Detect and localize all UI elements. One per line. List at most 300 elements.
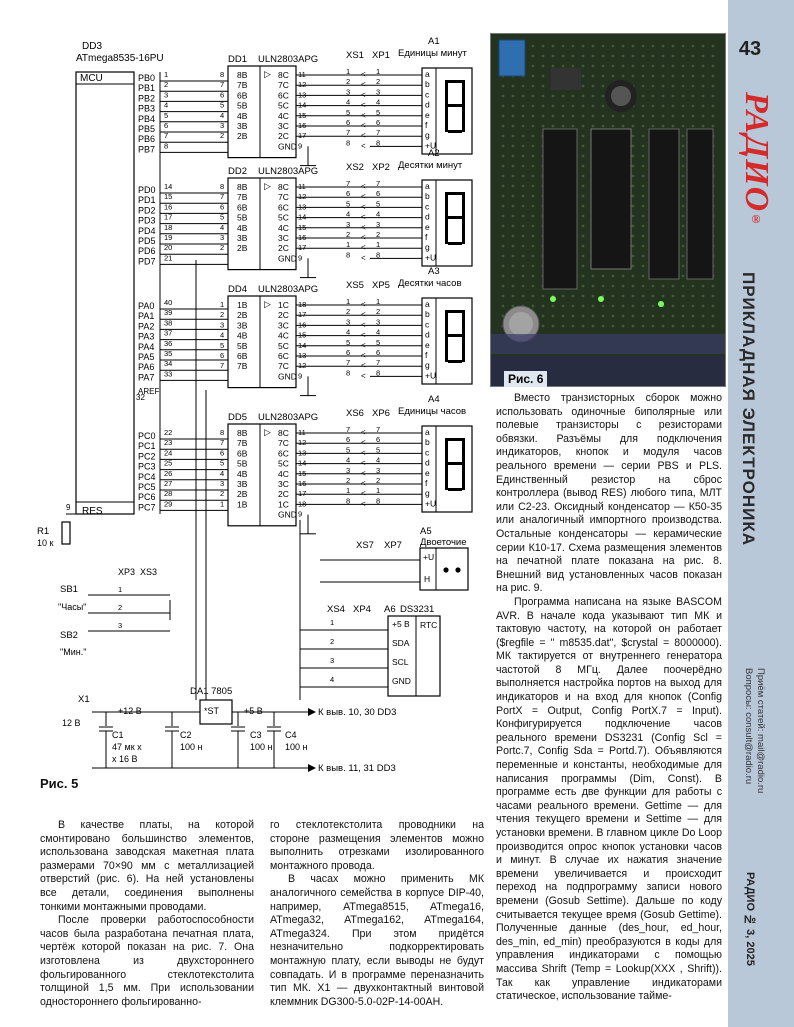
board-hole (642, 55, 645, 58)
sb1-ref: SB1 (60, 584, 78, 595)
board-hole (672, 315, 675, 318)
board-hole (692, 325, 695, 328)
display-ref: A3 (428, 266, 440, 277)
board-hole (602, 95, 605, 98)
connector-pin-xs: 1 (346, 297, 351, 306)
connector-pin-xs: 7 (346, 179, 351, 188)
segment-label: f (425, 350, 428, 360)
connector-arrow: < (361, 489, 366, 499)
board-hole (712, 305, 715, 308)
board-hole (682, 225, 685, 228)
port-pin-number: 28 (164, 489, 173, 499)
driver-output-pin: 16 (298, 233, 307, 242)
segment-label: f (425, 478, 428, 488)
connector-pin-xs: 5 (346, 337, 351, 347)
c4-value: 100 н (285, 742, 308, 752)
driver-output-pin: 13 (298, 351, 307, 360)
board-hole (532, 285, 535, 288)
driver-input-pin: 5 (220, 340, 225, 350)
board-hole (592, 65, 595, 68)
board-hole (582, 165, 585, 168)
board-hole (652, 85, 655, 88)
board-hole (522, 275, 525, 278)
port-pin-label: PB7 (138, 144, 156, 155)
segment-label: b (425, 309, 430, 320)
connector-pin-xs: 2 (346, 77, 351, 87)
board-hole (682, 105, 685, 108)
driver-input-label: 3B (237, 233, 248, 243)
driver-output-pin: 11 (298, 182, 306, 191)
board-hole (552, 55, 555, 58)
contact-submissions: Приём статей: mail@radio.ru (755, 668, 766, 794)
board-hole (512, 215, 515, 218)
board-hole (622, 275, 625, 278)
board-hole (622, 295, 625, 298)
xp7-ref: XP7 (384, 540, 402, 551)
board-hole (702, 295, 705, 298)
board-hole (682, 215, 685, 218)
driver-output-pin: 12 (298, 80, 307, 90)
board-hole (562, 45, 565, 48)
board-hole (512, 195, 515, 198)
board-hole (702, 315, 705, 318)
driver-output-label: 8C (278, 428, 289, 438)
board-hole (652, 105, 655, 108)
c2-ref: C2 (180, 730, 192, 740)
driver-input-pin: 6 (220, 202, 225, 212)
a5-name: Двоеточие (420, 537, 467, 548)
connector-pin-xp: 4 (376, 327, 381, 337)
board-hole (682, 245, 685, 248)
board-hole (582, 195, 585, 198)
board-hole (592, 295, 595, 298)
board-hole (602, 75, 605, 78)
connector-pin-xp: 3 (376, 465, 381, 475)
driver-output-pin: 11 (298, 70, 306, 79)
board-hole (512, 205, 515, 208)
segment-bar (462, 336, 465, 362)
segment-label: b (425, 79, 430, 90)
port-pin-number: 37 (164, 328, 173, 338)
magazine-logo (737, 92, 775, 227)
board-hole (582, 245, 585, 248)
port-pin-label: PD0 (138, 185, 156, 195)
port-pin-label: PB5 (138, 124, 156, 134)
board-hole (522, 195, 525, 198)
board-hole (682, 305, 685, 308)
board-hole (532, 105, 535, 108)
board-hole (632, 55, 635, 58)
board-hole (612, 295, 615, 298)
board-hole (682, 255, 685, 258)
board-hole (532, 245, 535, 248)
segment-label: a (425, 69, 430, 79)
board-hole (542, 305, 545, 308)
board-hole (652, 95, 655, 98)
board-hole (582, 85, 585, 88)
segment-bar (448, 130, 462, 133)
board-hole (512, 85, 515, 88)
board-hole (592, 115, 595, 118)
board-hole (632, 75, 635, 78)
connector-arrow: < (361, 330, 366, 340)
board-hole (682, 175, 685, 178)
board-hole (702, 65, 705, 68)
board-hole (502, 285, 505, 288)
driver-input-pin: 8 (220, 428, 225, 437)
board-hole (532, 295, 535, 298)
driver-output-label: 3C (278, 479, 289, 489)
board-hole (652, 325, 655, 328)
connector-pin-xs: 2 (346, 307, 351, 317)
board-hole (572, 65, 575, 68)
board-hole (712, 115, 715, 118)
connector-pin-xp: 8 (376, 250, 381, 260)
port-pin-number: 36 (164, 338, 173, 348)
board-hole (682, 145, 685, 148)
connector-pin-xs: 1 (346, 67, 351, 76)
board-hole (642, 265, 645, 268)
board-hole (612, 55, 615, 58)
rtc-pin-label: +5 В (392, 619, 410, 629)
driver-output-pin: 13 (298, 202, 307, 212)
port-pin-number: 22 (164, 428, 173, 437)
rtc-pin-label: SCL (392, 657, 409, 667)
board-hole (532, 45, 535, 48)
board-hole (632, 255, 635, 258)
driver-output-label: 3C (278, 121, 289, 131)
driver-output-pin: 16 (298, 479, 307, 488)
board-hole (562, 55, 565, 58)
driver-input-pin: 2 (220, 131, 225, 141)
board-hole (612, 115, 615, 118)
board-hole (682, 265, 685, 268)
aref-label-side: AREF (138, 387, 160, 396)
driver-input-pin: 1 (220, 300, 225, 309)
board-hole (712, 55, 715, 58)
driver-input-pin: 8 (220, 182, 225, 191)
sb2-ref: SB2 (60, 630, 78, 641)
board-hole (632, 45, 635, 48)
segment-bar (445, 192, 448, 218)
display-ref: A2 (428, 148, 440, 159)
driver-output-label: 2C (278, 489, 289, 500)
board-hole (632, 325, 635, 328)
driver-output-pin: 14 (298, 340, 307, 350)
board-hole (662, 95, 665, 98)
board-hole (662, 75, 665, 78)
board-hole (712, 65, 715, 68)
board-hole (642, 85, 645, 88)
board-hole (672, 295, 675, 298)
connector-arrow: < (361, 100, 366, 110)
board-hole (562, 95, 565, 98)
board-hole (682, 315, 685, 318)
port-pin-label: PB1 (138, 83, 156, 94)
board-hole (682, 75, 685, 78)
driver-output-pin: 17 (298, 489, 307, 499)
connector-pin-xs: 6 (346, 189, 351, 199)
aref-pin: 32 (136, 393, 145, 402)
segment-bar (445, 438, 448, 464)
board-hole (562, 315, 565, 318)
driver-input-pin: 7 (220, 361, 225, 371)
connector-pin-xs: 8 (346, 250, 351, 260)
driver-input-label: 4B (237, 330, 248, 341)
board-hole (662, 295, 665, 298)
driver-output-pin: 15 (298, 330, 307, 340)
segment-label: +U (425, 140, 437, 151)
driver-output-label: 2C (278, 310, 289, 321)
board-hole (642, 155, 645, 158)
board-hole (582, 315, 585, 318)
board-hole (512, 295, 515, 298)
port-pin-label: PA6 (138, 362, 155, 373)
board-hole (592, 315, 595, 318)
driver-input-label: 4B (237, 222, 248, 233)
board-hole (612, 45, 615, 48)
board-hole (532, 55, 535, 58)
board-hole (632, 265, 635, 268)
board-hole (672, 305, 675, 308)
driver-output-pin: 18 (298, 499, 307, 509)
button-pin: 1 (118, 585, 123, 594)
paragraph: го стеклотекстолита проводники на стороне размещения элементов можно выполнить отрезками изолированного монтажного провода. (270, 819, 484, 872)
xp4-ref: XP4 (353, 604, 371, 615)
segment-label: b (425, 191, 430, 202)
board-hole (582, 215, 585, 218)
board-hole (562, 105, 565, 108)
connector-pin-xp: 1 (376, 486, 381, 496)
board-hole (552, 65, 555, 68)
driver-input-label: 2B (237, 131, 248, 142)
board-hole (502, 95, 505, 98)
board-hole (652, 115, 655, 118)
board-hole (522, 115, 525, 118)
driver-output-pin: 17 (298, 310, 307, 320)
connector-xs-ref: XS5 (346, 280, 364, 291)
driver-output-label: 1C (278, 499, 289, 510)
driver-output-label: 6C (278, 202, 289, 213)
board-hole (652, 45, 655, 48)
port-pin-number: 7 (164, 131, 169, 141)
port-pin-number: 33 (164, 369, 173, 379)
arrow-head (308, 764, 316, 772)
board-hole (642, 285, 645, 288)
board-hole (632, 315, 635, 318)
board-hole (622, 75, 625, 78)
board-hole (642, 325, 645, 328)
board-hole (702, 105, 705, 108)
board-hole (572, 105, 575, 108)
connector-pin-xp: 6 (376, 435, 381, 445)
board-hole (672, 285, 675, 288)
driver-ref: DD4 (228, 284, 248, 295)
segment-label: f (425, 232, 428, 242)
rtc-pin-label: SDA (392, 638, 410, 648)
board-hole (642, 125, 645, 128)
board-hole (592, 55, 595, 58)
driver-input-pin: 3 (220, 121, 225, 130)
port-pin-label: PD4 (138, 225, 156, 236)
board-hole (662, 55, 665, 58)
connector-arrow: < (361, 70, 366, 79)
board-hole (502, 275, 505, 278)
board-hole (682, 135, 685, 138)
board-hole (552, 105, 555, 108)
board-hole (642, 275, 645, 278)
connector-pin-xs: 5 (346, 107, 351, 117)
mcu-ref: DD3 (82, 41, 103, 52)
driver-output-label: 3C (278, 320, 289, 331)
board-hole (522, 215, 525, 218)
driver-output-pin: 17 (298, 243, 307, 253)
board-hole (682, 55, 685, 58)
board-hole (502, 175, 505, 178)
board-hole (502, 125, 505, 128)
driver-output-label: GND (278, 253, 297, 264)
driver-output-pin: 15 (298, 468, 307, 478)
board-hole (712, 295, 715, 298)
driver-input-label: 3B (237, 479, 248, 489)
board-hole (672, 55, 675, 58)
connector-arrow: < (361, 499, 366, 509)
connector-pin-xp: 5 (376, 337, 381, 347)
board-hole (512, 145, 515, 148)
driver-output-label: 7C (278, 361, 289, 372)
board-hole (652, 125, 655, 128)
r1-body (62, 522, 70, 544)
port-pin-label: PC3 (138, 461, 156, 472)
paragraph: В часах можно применить МК аналогичного семейства в корпусе DIP-40, например, ATmega8515, ATmega16, ATmega32, ATmega162, ATmega164, ATmega324. При этом придётся незначительно подкорректировать монтажную плату, если выводы не будут совпадать. И в программе переназначить тип МК. X1 — двухконтактный винтовой клеммник DG300-5.0-02P-14-00AH. (270, 873, 484, 1008)
board-hole (612, 75, 615, 78)
board-hole (622, 315, 625, 318)
board-hole (712, 85, 715, 88)
driver-output-pin: 16 (298, 121, 307, 130)
board-hole (502, 155, 505, 158)
board-hole (582, 305, 585, 308)
port-pin-label: PD1 (138, 195, 156, 206)
port-pin-number: 17 (164, 212, 173, 222)
board-hole (662, 285, 665, 288)
rtc-label: RTC (420, 620, 438, 630)
xs3-ref: XS3 (140, 567, 158, 577)
port-pin-number: 14 (164, 182, 173, 191)
board-hole (612, 305, 615, 308)
board-hole (602, 85, 605, 88)
board-hole (512, 245, 515, 248)
port-pin-label: PD2 (138, 205, 156, 216)
board-hole (522, 165, 525, 168)
board-hole (522, 265, 525, 268)
board-hole (672, 95, 675, 98)
driver-output-pin: 17 (298, 131, 307, 141)
port-pin-label: PD3 (138, 215, 156, 226)
driver-output-label: 7C (278, 438, 289, 449)
board-hole (592, 85, 595, 88)
c1-value: 47 мк х (112, 742, 142, 752)
driver-symbol: ▷ (264, 427, 271, 437)
board-hole (642, 305, 645, 308)
board-hole (652, 295, 655, 298)
board-hole (502, 145, 505, 148)
board-hole (512, 165, 515, 168)
port-pin-label: PA4 (138, 341, 155, 352)
driver-symbol: ▷ (264, 299, 271, 309)
board-hole (642, 135, 645, 138)
board-hole (502, 195, 505, 198)
board-hole (672, 45, 675, 48)
board-hole (602, 115, 605, 118)
board-hole (602, 325, 605, 328)
connector-pin-xs: 4 (346, 455, 351, 465)
driver-input-pin: 8 (220, 70, 225, 79)
driver-input-pin: 3 (220, 320, 225, 330)
board-hole (592, 285, 595, 288)
schematic-figure-5 (0, 0, 490, 800)
port-pin-number: 21 (164, 253, 173, 263)
segment-label: a (425, 427, 430, 437)
connector-pin-xs: 1 (346, 486, 351, 496)
segment-bar (462, 310, 465, 336)
driver-input-pin: 3 (220, 233, 225, 242)
board-hole (632, 225, 635, 228)
segment-label: g (425, 360, 430, 371)
driver-name: ULN2803APG (258, 166, 319, 177)
board-hole (502, 255, 505, 258)
driver-output-label: 5C (278, 100, 289, 111)
connector-pin-xs: 1 (346, 240, 351, 250)
issue-label: РАДИО № 3, 2025 (744, 872, 756, 966)
connector-pin-xs: 7 (346, 425, 351, 434)
board-hole (582, 45, 585, 48)
segment-label: f (425, 120, 428, 130)
board-hole (662, 45, 665, 48)
contacts (742, 668, 766, 793)
board-hole (692, 95, 695, 98)
board-hole (502, 225, 505, 228)
board-hole (562, 125, 565, 128)
driver-output-label: 2C (278, 131, 289, 142)
board-hole (682, 125, 685, 128)
board-hole (632, 165, 635, 168)
board-hole (592, 75, 595, 78)
driver-input-pin: 7 (220, 192, 225, 202)
connector-pin-xs: 3 (346, 87, 351, 97)
driver-name: ULN2803APG (258, 412, 319, 423)
connector-pin-xs: 2 (346, 230, 351, 239)
board-hole (602, 55, 605, 58)
driver-input-label: 3B (237, 320, 248, 331)
connector-pin-xs: 5 (346, 199, 351, 209)
board-hole (582, 145, 585, 148)
driver-input-label: 5B (237, 212, 248, 223)
board-hole (582, 225, 585, 228)
connector-arrow: < (361, 428, 366, 437)
driver-input-label: 1B (237, 300, 248, 310)
port-pin-number: 2 (164, 80, 169, 90)
port-pin-label: PA5 (138, 352, 155, 362)
driver-output-label: 6C (278, 90, 289, 101)
board-hole (682, 165, 685, 168)
connector-arrow: < (361, 310, 366, 320)
board-hole (532, 95, 535, 98)
driver-output-label: GND (278, 371, 297, 382)
driver-output-label: 6C (278, 448, 289, 459)
board-hole (632, 115, 635, 118)
board-hole (652, 75, 655, 78)
board-hole (572, 55, 575, 58)
